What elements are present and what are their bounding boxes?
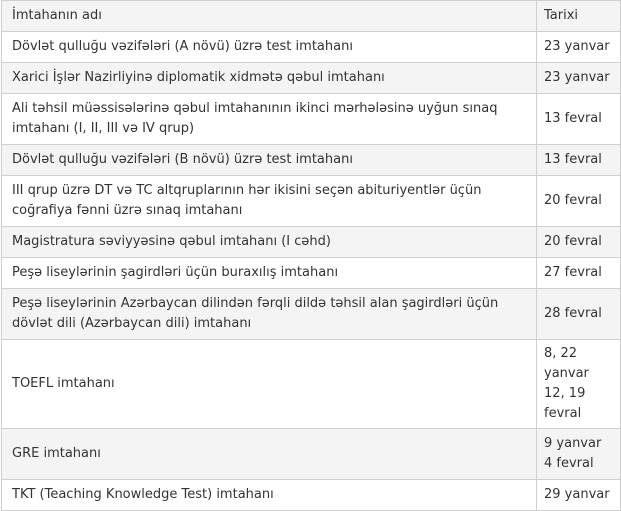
exam-name-cell: Ali təhsil müəssisələrinə qəbul imtahanının ikinci mərhələsinə uyğun sınaq imtahanı (I, II, III və IV qrup)	[2, 94, 537, 145]
exam-name-cell: Peşə liseylərinin şagirdləri üçün buraxılış imtahanı	[2, 258, 537, 289]
exam-date-line: 8, 22	[544, 346, 578, 361]
exam-date-line: 9 yanvar	[544, 436, 602, 451]
exam-name-cell: TOEFL imtahanı	[2, 340, 537, 429]
exam-date-line: 23 yanvar	[544, 39, 610, 54]
exam-date-line: 28 fevral	[544, 306, 602, 321]
table-row	[2, 480, 621, 511]
table-row	[2, 340, 621, 429]
exam-date-line: 29 yanvar	[544, 487, 610, 502]
table-row	[2, 176, 621, 227]
exam-date-line: 23 yanvar	[544, 70, 610, 85]
exam-date-line: 27 fevral	[544, 265, 602, 280]
exam-date-line: fevral	[544, 406, 582, 421]
exam-date-cell	[537, 227, 621, 258]
exam-date-cell	[537, 63, 621, 94]
exam-date-line: 13 fevral	[544, 152, 602, 167]
exam-name-cell: Xarici İşlər Nazirliyinə diplomatik xidmətə qəbul imtahanı	[2, 63, 537, 94]
exam-name-cell: TKT (Teaching Knowledge Test) imtahanı	[2, 480, 537, 511]
exam-date-cell	[537, 429, 621, 480]
exam-date-line: 20 fevral	[544, 193, 602, 208]
table-row	[2, 289, 621, 340]
exam-date-cell	[537, 145, 621, 176]
table-row	[2, 227, 621, 258]
exam-name-cell: III qrup üzrə DT və TC altqruplarının hər ikisini seçən abituriyentlər üçün coğrafiya fənni üzrə sınaq imtahanı	[2, 176, 537, 227]
table-row	[2, 429, 621, 480]
exam-date-cell	[537, 289, 621, 340]
exam-date-line: 12, 19	[544, 386, 586, 401]
exam-date-line: 20 fevral	[544, 234, 602, 249]
exam-name-cell: Magistratura səviyyəsinə qəbul imtahanı (I cəhd)	[2, 227, 537, 258]
table-row	[2, 145, 621, 176]
column-header-exam-name: İmtahanın adı	[2, 1, 537, 32]
exam-date-cell	[537, 94, 621, 145]
exam-date-cell	[537, 176, 621, 227]
exam-date-cell	[537, 32, 621, 63]
exam-name-cell: Peşə liseylərinin Azərbaycan dilindən fərqli dildə təhsil alan şagirdləri üçün dövlət dili (Azərbaycan dili) imtahanı	[2, 289, 537, 340]
table-row	[2, 94, 621, 145]
exam-schedule-table	[1, 0, 621, 511]
column-header-date: Tarixi	[537, 1, 621, 32]
exam-name-cell: GRE imtahanı	[2, 429, 537, 480]
table-row	[2, 63, 621, 94]
table-row	[2, 258, 621, 289]
table-header-row	[2, 1, 621, 32]
table-body	[2, 32, 621, 511]
exam-date-line: 13 fevral	[544, 111, 602, 126]
exam-date-cell	[537, 340, 621, 429]
table-row	[2, 32, 621, 63]
exam-name-cell: Dövlət qulluğu vəzifələri (B növü) üzrə test imtahanı	[2, 145, 537, 176]
exam-date-cell	[537, 480, 621, 511]
exam-date-line: yanvar	[544, 366, 589, 381]
exam-date-cell	[537, 258, 621, 289]
exam-name-cell: Dövlət qulluğu vəzifələri (A növü) üzrə test imtahanı	[2, 32, 537, 63]
exam-date-line: 4 fevral	[544, 456, 594, 471]
